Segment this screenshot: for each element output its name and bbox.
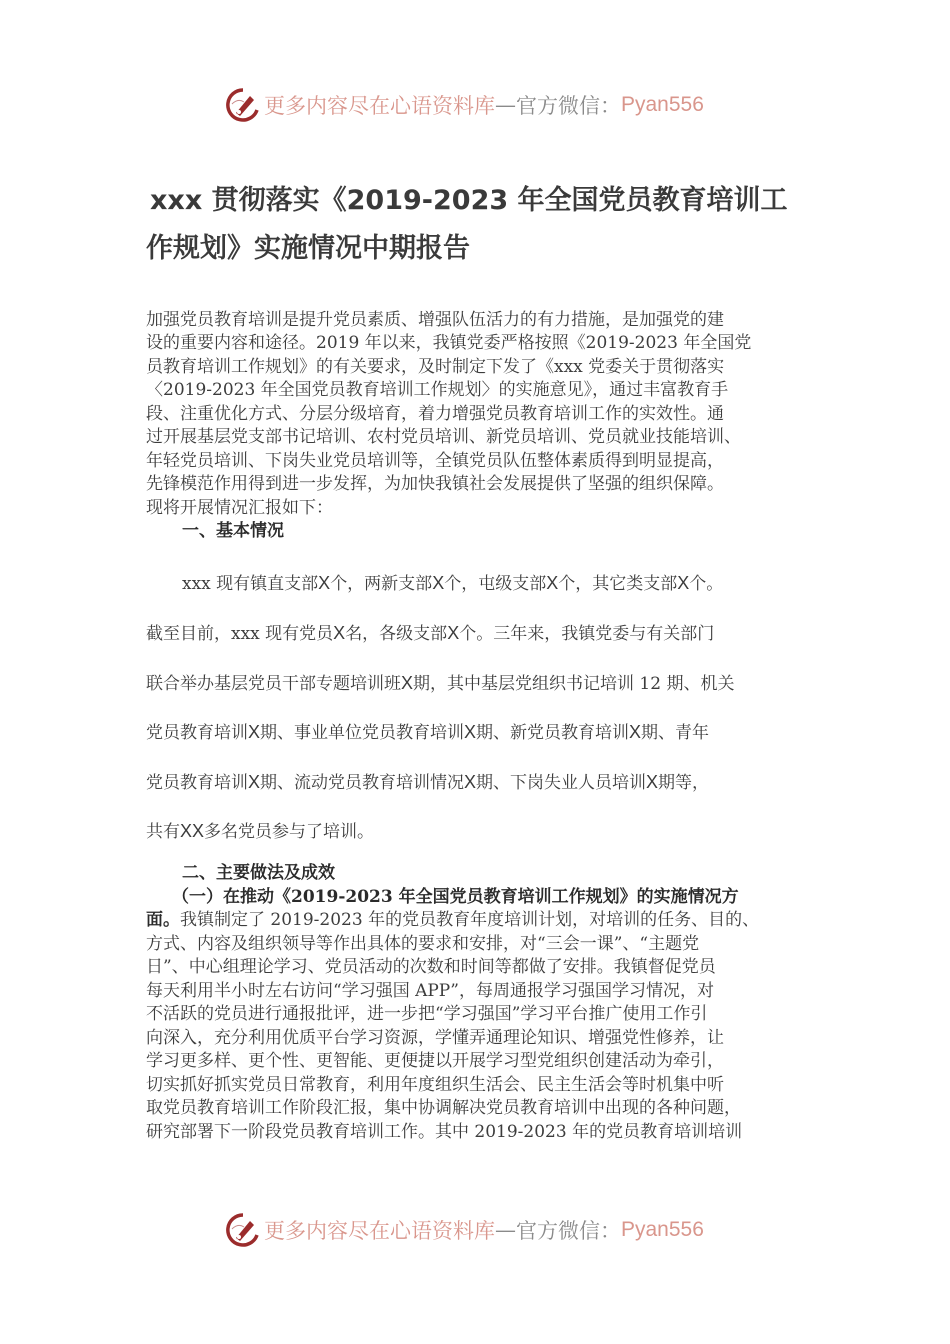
section-2-heading: 二、主要做法及成效 [182, 863, 335, 883]
intro-line: 设的重要内容和途径。2019 年以来，我镇党委严格按照《2019-2023 年全国党 [146, 333, 752, 353]
text-span: 名，各级支部 [345, 624, 448, 644]
section-2-line: 取党员教育培训工作阶段汇报，集中协调解决党员教育培训中出现的各种问题， [146, 1098, 741, 1118]
text-span: 联合举办基层党员干部专题培训班 [146, 674, 401, 694]
watermark-dash: — [495, 1218, 516, 1242]
watermark-wechat-id: Pyan556 [621, 1218, 704, 1241]
text-span: 党员教育培训 [146, 723, 248, 743]
section-1-line [146, 622, 714, 645]
placeholder-x: X [432, 573, 445, 593]
placeholder-x: X [646, 772, 659, 792]
text-span: 共有 [146, 822, 180, 842]
watermark-dash: — [495, 93, 516, 117]
placeholder-x: X [629, 722, 642, 742]
intro-line: 年轻党员培训、下岗失业党员培训等，全镇党员队伍整体素质得到明显提高， [146, 451, 724, 471]
section-2-line: 方式、内容及组织领导等作出具体的要求和安排，对“三会一课”、“主题党 [146, 934, 700, 954]
text-span: 期、青年 [641, 723, 710, 743]
section-2-line [146, 909, 759, 931]
placeholder-x: X [318, 573, 331, 593]
watermark-site-text: 更多内容尽在心语资料库 [264, 94, 495, 118]
text-span: 个。 [689, 574, 724, 594]
intro-line: 加强党员教育培训是提升党员素质、增强队伍活力的有力措施，是加强党的建 [146, 310, 724, 330]
section-2-line: 切实抓好抓实党员日常教育，利用年度组织生活会、民主生活会等时机集中听 [146, 1075, 724, 1095]
placeholder-x: X [248, 722, 261, 742]
text-span: 期、新党员教育培训 [476, 723, 630, 743]
section-1-line [146, 721, 709, 744]
text-span: 个，两新支部 [330, 574, 433, 594]
watermark-site-text: 更多内容尽在心语资料库 [264, 1219, 495, 1243]
intro-line: 段、注重优化方式、分层分级培育，着力增强党员教育培训工作的实效性。通 [146, 404, 724, 424]
section-1-line [146, 672, 734, 695]
intro-line: 现将开展情况汇报如下： [146, 498, 333, 518]
intro-line: 先锋模范作用得到进一步发挥，为加快我镇社会发展提供了坚强的组织保障。 [146, 474, 724, 494]
section-2-line: 不活跃的党员进行通报批评，进一步把“学习强国”学习平台推广使用工作引 [146, 1004, 708, 1024]
document-title-line-1: xxx 贯彻落实《2019-2023 年全国党员教育培训工 [150, 185, 788, 216]
text-span: xxx 现有镇直支部 [182, 574, 319, 594]
placeholder-x: X [333, 623, 346, 643]
intro-line: 〈2019-2023 年全国党员教育培训工作规划〉的实施意见》，通过丰富教育手 [146, 380, 729, 400]
placeholder-x: X [546, 573, 559, 593]
text-span: 个。三年来，我镇党委与有关部门 [459, 624, 715, 644]
placeholder-x: X [248, 772, 261, 792]
intro-line: 员教育培训工作规划》的有关要求，及时制定下发了《xxx 党委关于贯彻落实 [146, 357, 725, 377]
subheading-end: 面。 [146, 910, 180, 930]
placeholder-x: XX [180, 821, 205, 841]
section-2-line: 向深入，充分利用优质平台学习资源，学懂弄通理论知识、增强党性修养，让 [146, 1028, 724, 1048]
text-span: 期、流动党员教育培训情况 [260, 773, 465, 793]
section-2-line: 学习更多样、更个性、更智能、更便捷以开展学习型党组织创建活动为牵引， [146, 1051, 724, 1071]
text-span: 期，其中基层党组织书记培训 12 期、机关 [413, 674, 735, 694]
text-span: 个，其它类支部 [558, 574, 678, 594]
text-span: 期等， [658, 773, 710, 793]
placeholder-x: X [464, 722, 477, 742]
text-span: 个，屯级支部 [444, 574, 547, 594]
placeholder-x: X [447, 623, 460, 643]
text-span: 多名党员参与了培训。 [204, 822, 375, 842]
watermark-wechat-label: 官方微信： [516, 94, 621, 118]
placeholder-x: X [677, 573, 690, 593]
pen-nib-logo-icon [226, 1213, 260, 1247]
section-2-subheading: （一）在推动《2019-2023 年全国党员教育培训工作规划》的实施情况方 [172, 887, 739, 907]
intro-line: 过开展基层党支部书记培训、农村党员培训、新党员培训、党员就业技能培训、 [146, 427, 741, 447]
pen-nib-logo-icon [226, 88, 260, 122]
section-2-line: 研究部署下一阶段党员教育培训工作。其中 2019-2023 年的党员教育培训培训 [146, 1122, 743, 1142]
text-span: 截至目前，xxx 现有党员 [146, 624, 334, 644]
section-1-line [182, 572, 723, 595]
watermark-wechat-id: Pyan556 [621, 93, 704, 116]
header-watermark [226, 85, 704, 125]
document-title-line-2: 作规划》实施情况中期报告 [146, 233, 470, 264]
text-span: 期、事业单位党员教育培训 [260, 723, 465, 743]
section-2-line: 日”、中心组理论学习、党员活动的次数和时间等都做了安排。我镇督促党员 [146, 957, 716, 977]
watermark-wechat-label: 官方微信： [516, 1219, 621, 1243]
section-1-heading: 一、基本情况 [182, 521, 284, 541]
footer-watermark [226, 1210, 704, 1250]
section-2-line: 每天利用半小时左右访问“学习强国 APP”，每周通报学习强国学习情况，对 [146, 981, 714, 1001]
text-span: 期、下岗失业人员培训 [476, 773, 647, 793]
text-span: 党员教育培训 [146, 773, 248, 793]
text-span: 我镇制定了 2019-2023 年的党员教育年度培训计划，对培训的任务、目的、 [180, 910, 760, 930]
section-1-line [146, 820, 374, 843]
section-1-line [146, 771, 709, 794]
placeholder-x: X [401, 673, 414, 693]
placeholder-x: X [464, 772, 477, 792]
